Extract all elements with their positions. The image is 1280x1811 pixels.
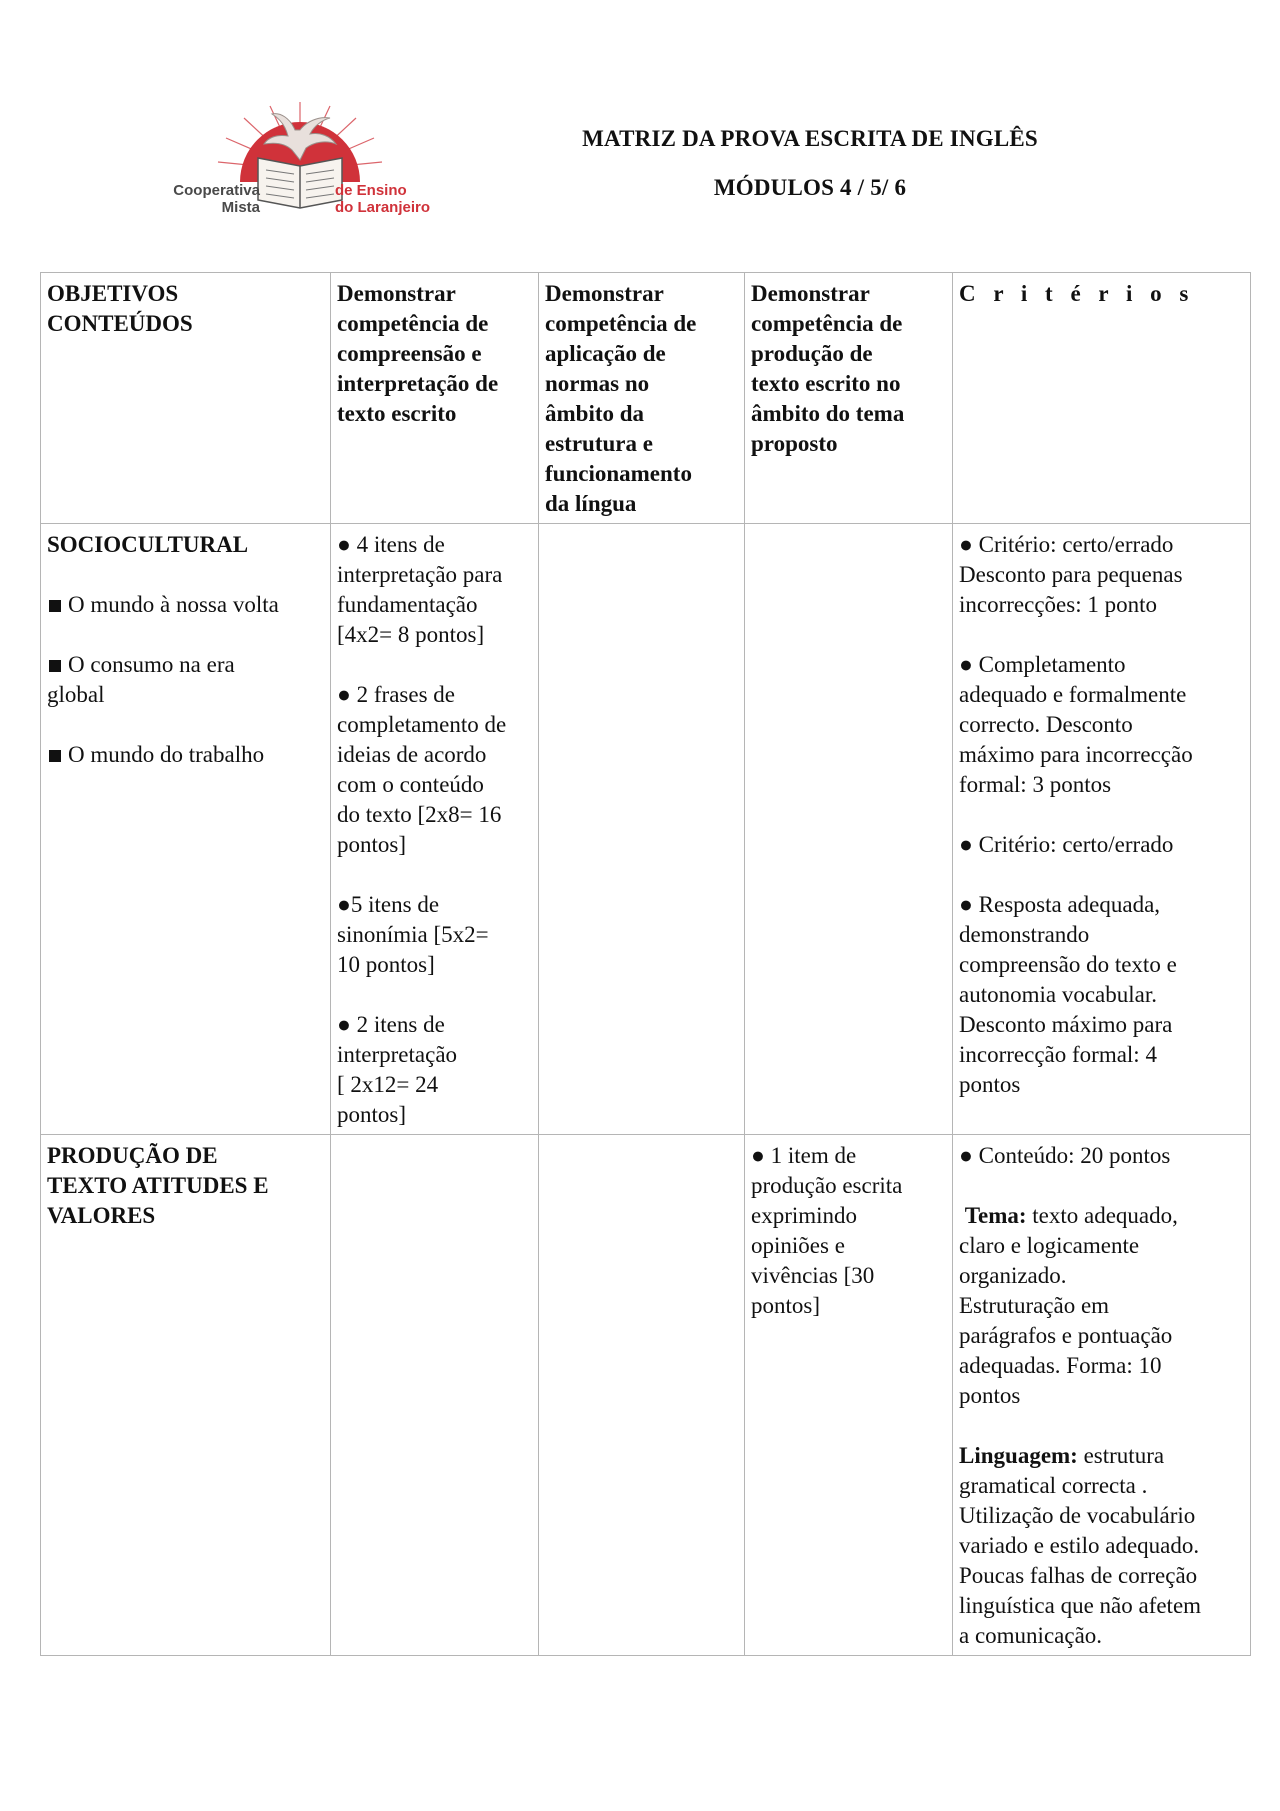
criteria-line: incorrecção formal: 4: [959, 1042, 1157, 1067]
content-text: O consumo na era: [68, 652, 235, 677]
item-line: com o conteúdo: [337, 772, 484, 797]
production-contents-cell: [41, 1135, 331, 1656]
criteria-line: Estruturação em: [959, 1293, 1110, 1318]
item-line: vivências [30: [751, 1263, 875, 1288]
content-text: O mundo à nossa volta: [68, 592, 279, 617]
document-title: MATRIZ DA PROVA ESCRITA DE INGLÊS: [582, 126, 1038, 151]
criteria-text: texto adequado,: [1026, 1203, 1178, 1228]
criteria-line: ● Critério: certo/errado: [959, 532, 1174, 557]
item-line: interpretação para: [337, 562, 503, 587]
header-line: OBJETIVOS: [47, 281, 179, 306]
row-title: TEXTO ATITUDES E: [47, 1173, 269, 1198]
production-items-cell: [745, 524, 953, 1135]
application-items-cell: [539, 524, 745, 1135]
header-line: da língua: [545, 491, 637, 516]
item-line: fundamentação: [337, 592, 478, 617]
header-line: competência de: [545, 311, 697, 336]
row-title: PRODUÇÃO DE: [47, 1143, 218, 1168]
header-line: produção de: [751, 341, 873, 366]
item-line: pontos]: [337, 832, 406, 857]
item-line: pontos]: [337, 1102, 406, 1127]
exam-matrix-table: [40, 272, 1251, 1656]
criteria-line: gramatical correcta .: [959, 1473, 1148, 1498]
logo-text-left: [142, 182, 260, 216]
table-header-row: [41, 273, 1251, 524]
item-line: exprimindo: [751, 1203, 858, 1228]
item-line: [4x2= 8 pontos]: [337, 622, 485, 647]
criteria-line: ● Conteúdo: 20 pontos: [959, 1143, 1171, 1168]
criteria-line: demonstrando: [959, 922, 1090, 947]
item-line: ● 4 itens de: [337, 532, 445, 557]
item-line: do texto [2x8= 16: [337, 802, 502, 827]
criteria-line: adequadas. Forma: 10: [959, 1353, 1162, 1378]
item-line: ●5 itens de: [337, 892, 440, 917]
content-item: [47, 740, 324, 770]
item-line: ● 2 frases de: [337, 682, 455, 707]
item-line: sinonímia [5x2=: [337, 922, 489, 947]
header-line: funcionamento: [545, 461, 692, 486]
content-item: [47, 590, 324, 620]
criteria-line: [959, 1441, 1244, 1471]
criteria-line: Desconto máximo para: [959, 1012, 1173, 1037]
criteria-line: Poucas falhas de correção: [959, 1563, 1198, 1588]
item-line: completamento de: [337, 712, 507, 737]
logo-word: Mista: [221, 199, 260, 216]
cooperative-logo: [140, 100, 460, 230]
document-subtitle: MÓDULOS 4 / 5/ 6: [713, 175, 907, 200]
criteria-text: estrutura: [1077, 1443, 1165, 1468]
linguagem-label: Linguagem:: [959, 1443, 1078, 1468]
production-criteria-cell: [953, 1135, 1251, 1656]
header-criteria: [953, 273, 1251, 524]
criteria-line: compreensão do texto e: [959, 952, 1177, 977]
row-title: SOCIOCULTURAL: [47, 532, 249, 557]
table-row: [41, 1135, 1251, 1656]
header-objectives: [41, 273, 331, 524]
criteria-line: autonomia vocabular.: [959, 982, 1157, 1007]
logo-text-right: [335, 182, 430, 216]
header-line: interpretação de: [337, 371, 499, 396]
criteria-line: ● Completamento: [959, 652, 1126, 677]
header-line: CONTEÚDOS: [47, 311, 193, 336]
item-line: 10 pontos]: [337, 952, 435, 977]
content-item: [47, 650, 324, 680]
header-line: aplicação de: [545, 341, 666, 366]
tema-label: Tema:: [964, 1203, 1027, 1228]
content-text: global: [47, 682, 105, 707]
comprehension-items-cell: [331, 524, 539, 1135]
criteria-line: parágrafos e pontuação: [959, 1323, 1173, 1348]
header-line: compreensão e: [337, 341, 482, 366]
logo-word: do Laranjeiro: [335, 199, 431, 216]
item-line: opiniões e: [751, 1233, 845, 1258]
square-bullet-icon: [49, 600, 61, 612]
criteria-line: formal: 3 pontos: [959, 772, 1112, 797]
criteria-line: incorrecções: 1 ponto: [959, 592, 1157, 617]
content-text: O mundo do trabalho: [68, 742, 265, 767]
header-line: âmbito da: [545, 401, 645, 426]
header-comprehension: [331, 273, 539, 524]
item-line: ● 1 item de: [751, 1143, 857, 1168]
item-line: interpretação: [337, 1042, 458, 1067]
criteria-line: correcto. Desconto: [959, 712, 1133, 737]
item-line: produção escrita: [751, 1173, 903, 1198]
logo-word: Cooperativa: [173, 182, 260, 199]
criteria-line: claro e logicamente: [959, 1233, 1140, 1258]
comprehension-items-cell: [331, 1135, 539, 1656]
criteria-line: pontos: [959, 1072, 1021, 1097]
square-bullet-icon: [49, 660, 61, 672]
criteria-line: ● Resposta adequada,: [959, 892, 1161, 917]
header-line: proposto: [751, 431, 838, 456]
criteria-line: organizado.: [959, 1263, 1067, 1288]
header-application: [539, 273, 745, 524]
sociocultural-criteria-cell: [953, 524, 1251, 1135]
header-line: C r i t é r i o s: [959, 281, 1195, 306]
criteria-line: pontos: [959, 1383, 1021, 1408]
header-line: competência de: [337, 311, 489, 336]
criteria-line: [959, 1201, 1244, 1231]
header-line: normas no: [545, 371, 650, 396]
item-line: ideias de acordo: [337, 742, 487, 767]
sociocultural-contents-cell: [41, 524, 331, 1135]
header-production: [745, 273, 953, 524]
criteria-line: Desconto para pequenas: [959, 562, 1183, 587]
header-line: âmbito do tema: [751, 401, 905, 426]
header-line: texto escrito: [337, 401, 457, 426]
square-bullet-icon: [49, 750, 61, 762]
criteria-line: adequado e formalmente: [959, 682, 1187, 707]
logo-word: de Ensino: [335, 182, 407, 199]
production-items-cell: [745, 1135, 953, 1656]
criteria-line: variado e estilo adequado.: [959, 1533, 1200, 1558]
application-items-cell: [539, 1135, 745, 1656]
table-row: [41, 524, 1251, 1135]
criteria-line: Utilização de vocabulário: [959, 1503, 1196, 1528]
header-line: texto escrito no: [751, 371, 901, 396]
item-line: pontos]: [751, 1293, 820, 1318]
header-line: Demonstrar: [545, 281, 664, 306]
header-line: competência de: [751, 311, 903, 336]
item-line: [ 2x12= 24: [337, 1072, 439, 1097]
criteria-line: máximo para incorrecção: [959, 742, 1193, 767]
header-line: Demonstrar: [337, 281, 456, 306]
row-title: VALORES: [47, 1203, 156, 1228]
criteria-line: a comunicação.: [959, 1623, 1103, 1648]
criteria-line: linguística que não afetem: [959, 1593, 1202, 1618]
header-line: Demonstrar: [751, 281, 870, 306]
criteria-line: ● Critério: certo/errado: [959, 832, 1174, 857]
header-line: estrutura e: [545, 431, 653, 456]
item-line: ● 2 itens de: [337, 1012, 445, 1037]
